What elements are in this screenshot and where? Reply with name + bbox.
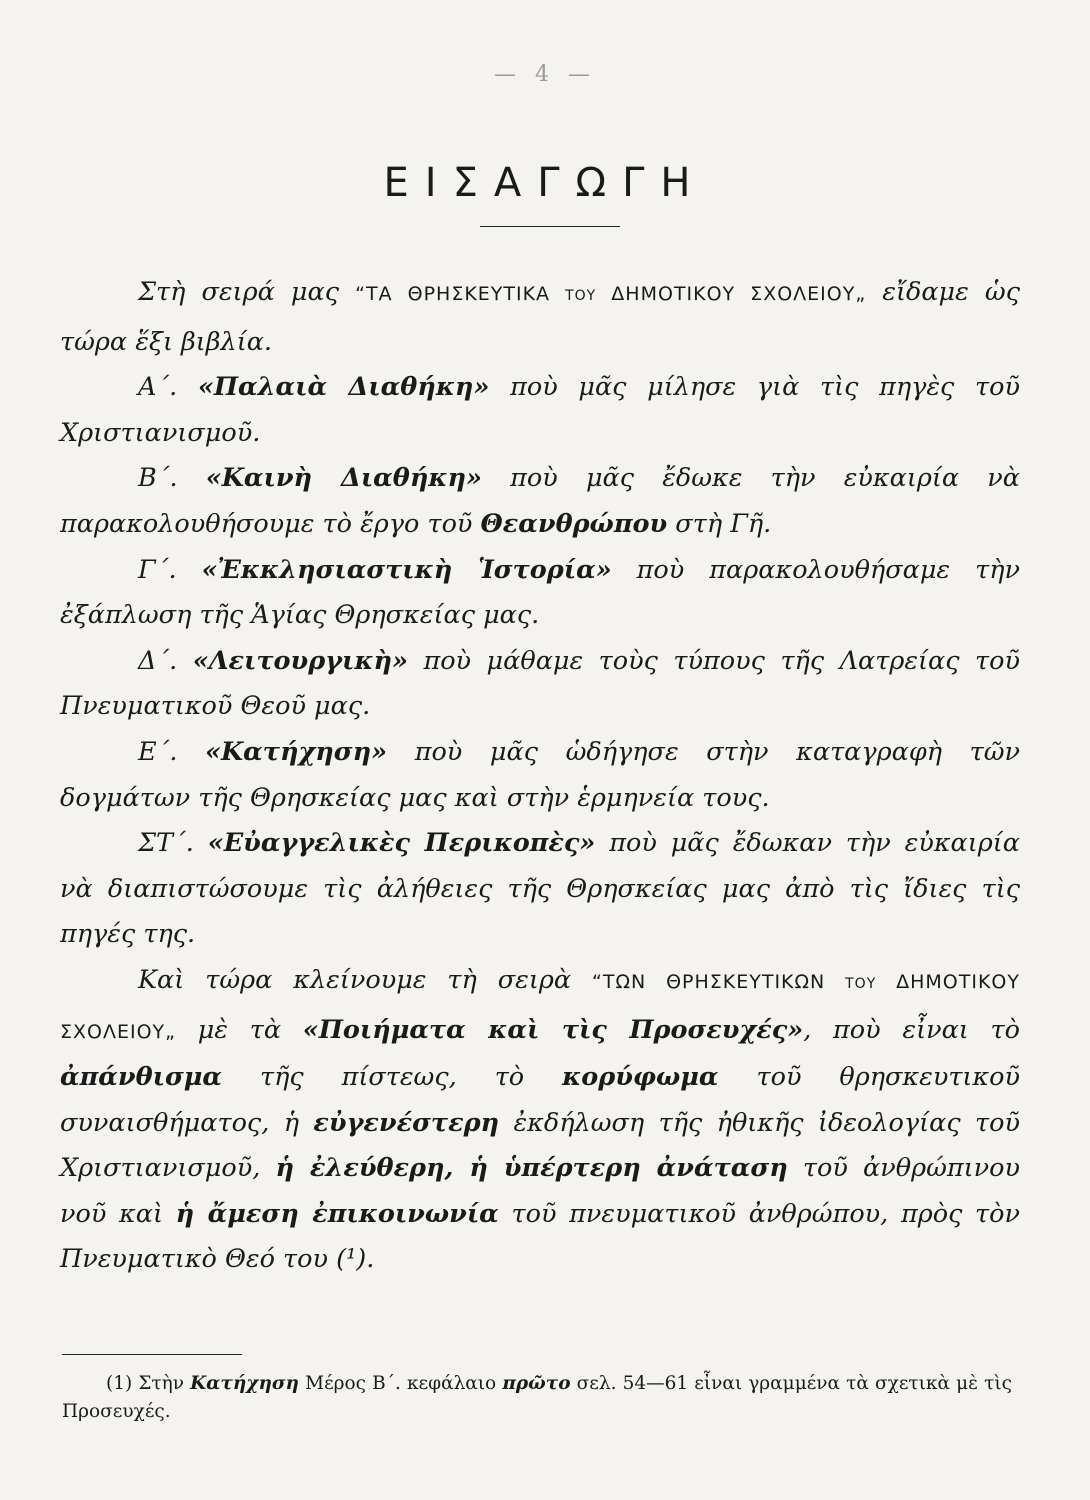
closing-paragraph: Καὶ τώρα κλείνουμε τὴ σειρὰ “ΤΩΝ ΘΡΗΣΚΕΥΤΙΚΩΝ ΤΟΥ ΔΗΜΟΤΙΚΟΥ ΣΧΟΛΕΙΟΥ„ μὲ τὰ «Ποιήματα καὶ τὶς Προσευχές», ποὺ εἶναι τὸ ἀπάνθισμα τῆς πίστεως, τὸ κορύφωμα τοῦ θρησκευτικοῦ συναισθήματος, ἡ εὐγενέστερη ἐκδήλωση τῆς ἠθικῆς ἰδεολογίας τοῦ Χριστιανισμοῦ, ἡ ἐλεύθερη, ἡ ὑπέρτερη ἀνάταση τοῦ ἀνθρώπινου νοῦ καὶ ἡ ἄμεση ἐπικοινωνία τοῦ πνευματικοῦ ἀνθρώπου, πρὸς τὸν Πνευματικὸ Θεό του (¹). [60,964,1021,1275]
book-item: Ε΄. «Κατήχηση» ποὺ μᾶς ὡδήγησε στὴν καταγραφὴ τῶν δογμάτων τῆς Θρησκείας μας καὶ στὴν ἑρμηνεία τους. [60,736,1020,813]
book-item: Α΄. «Παλαιὰ Διαθήκη» ποὺ μᾶς μίλησε γιὰ τὶς πηγὲς τοῦ Χριστιανισμοῦ. [60,372,1020,448]
chapter-title: ΕΙΣΑΓΩΓΗ [383,160,707,206]
book-item: ΣΤ΄. «Εὐαγγελικὲς Περικοπὲς» ποὺ μᾶς ἔδωκαν τὴν εὐκαιρία νὰ διαπιστώσουμε τὶς ἀλήθειες τῆς Θρησκείας μας ἀπὸ τὶς ἴδιες τὶς πηγές της. [60,828,1020,950]
book-item: Γ΄. «Ἐκκλησιαστικὴ Ἱστορία» ποὺ παρακολουθήσαμε τὴν ἐξάπλωση τῆς Ἁγίας Θρησκείας μας. [60,554,1020,631]
footnote-divider [62,1354,242,1355]
book-item: Β΄. «Καινὴ Διαθήκη» ποὺ μᾶς ἔδωκε τὴν εὐκαιρία νὰ παρακολουθήσουμε τὸ ἔργο τοῦ Θεανθρώπου στὴ Γῆ. [60,463,1020,539]
intro-paragraph: Στὴ σειρά μας “ΤΑ ΘΡΗΣΚΕΥΤΙΚΑ ΤΟΥ ΔΗΜΟΤΙΚΟΥ ΣΧΟΛΕΙΟΥ„ εἴδαμε ὡς τώρα ἕξι βιβλία. [60,277,1020,357]
footnote: (1) Στὴν Κατήχηση Μέρος Β΄. κεφάλαιο πρῶτο σελ. 54—61 εἶναι γραμμένα τὰ σχετικὰ μὲ τὶς Προσευχές. [62,1373,1012,1422]
book-item: Δ΄. «Λειτουργικὴ» ποὺ μάθαμε τοὺς τύπους τῆς Λατρείας τοῦ Πνευματικοῦ Θεοῦ μας. [60,645,1020,722]
body-text [60,270,1020,1283]
title-underline [480,226,620,227]
page-number: — 4 — [494,62,596,87]
